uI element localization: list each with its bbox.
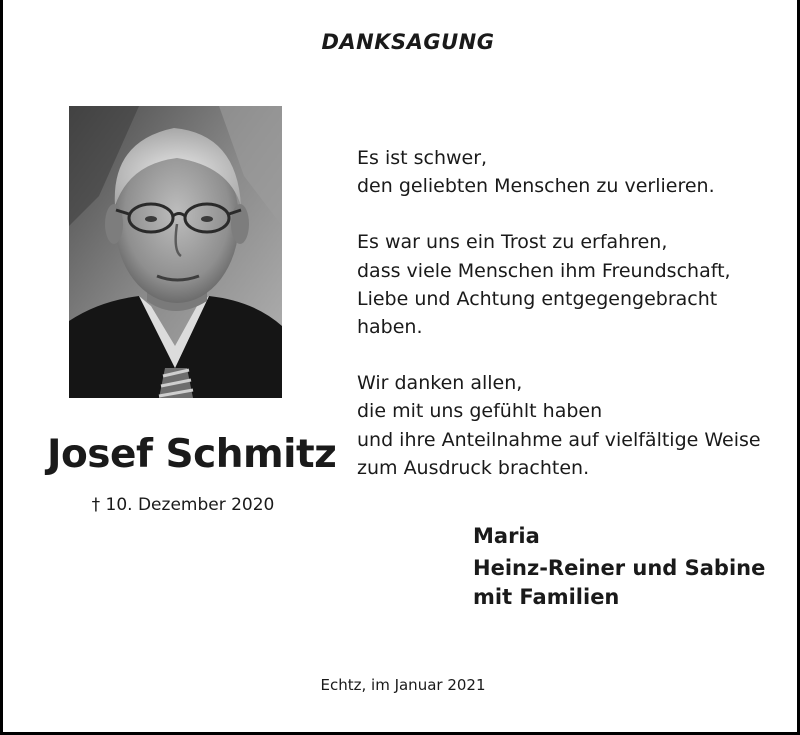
verse-line: die mit uns gefühlt haben bbox=[357, 400, 603, 423]
verse-line: und ihre Anteilnahme auf vielfältige Weise bbox=[357, 428, 761, 451]
verse-line: haben. bbox=[357, 316, 423, 339]
verse-line: Es ist schwer, bbox=[357, 147, 488, 169]
signer-name: Heinz-Reiner und Sabine bbox=[473, 556, 766, 580]
portrait-photo bbox=[69, 106, 282, 398]
verse-line: dass viele Menschen ihm Freundschaft, bbox=[357, 259, 731, 282]
deceased-name: Josef Schmitz bbox=[47, 432, 337, 477]
verse-stanza bbox=[357, 228, 797, 341]
verse-line: zum Ausdruck brachten. bbox=[357, 456, 590, 479]
verse-stanza bbox=[357, 144, 797, 200]
death-date: † 10. Dezember 2020 bbox=[91, 495, 275, 515]
verse-line: Es war uns ein Trost zu erfahren, bbox=[357, 231, 668, 254]
signer-name: mit Familien bbox=[473, 585, 620, 609]
notice-title: DANKSAGUNG bbox=[321, 30, 495, 54]
condolence-verse bbox=[357, 144, 797, 510]
verse-line: Wir danken allen, bbox=[357, 372, 523, 395]
place-and-date: Echtz, im Januar 2021 bbox=[320, 676, 486, 694]
verse-line: den geliebten Menschen zu verlieren. bbox=[357, 175, 715, 198]
signer-name: Maria bbox=[473, 524, 540, 548]
verse-stanza bbox=[357, 369, 797, 482]
verse-line: Liebe und Achtung entgegengebracht bbox=[357, 287, 718, 310]
signers-block bbox=[473, 522, 793, 612]
